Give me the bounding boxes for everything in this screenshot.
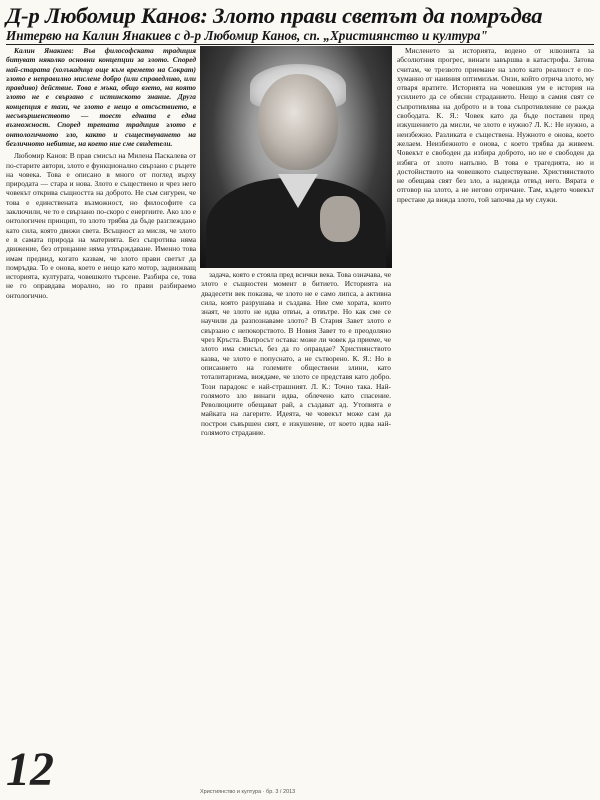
middle-paragraph: задача, която е стояла пред всички века. Това означава, че злото е същностен момент в битието. Историята на двадесети век показва, че злото не е само липса, а активна сила, която разрушава и създава. Ние сме хората, които знаят, че злото не идва отвън, а отвътре. Но как сме се научили да разпознаваме злото? В Стария Завет злото е свързано с непокорството. В Новия Завет то е преодоляно чрез Кръста. Въпросът остава: може ли човек да приеме, че злото има смисъл, без да го оправдае? Християнството казва, че злото е попуснато, а не сътворено. К. Я.: Но в описанието на големите обществени злини, като тоталитаризма, виждаме, че злото се представя като добро. Този парадокс е най-страшният. Л. К.: Точно така. Най-голямото зло винаги идва, облечено като спасение. Революциите обещават рай, а създават ад. Утопията е майката на лагерите. Идеята, че човекът може сам да построи съвършен свят, е изкушение, от което идва най-голямото страдание. bbox=[201, 270, 391, 438]
text-column-left bbox=[6, 46, 196, 746]
question-paragraph: Калин Янакиев: Във философската традиция битуват няколко основни концепции за злото. Според най-старата (холъкадица още към времето на Сократ) злото е неправилно мислене добро (или справедливо, или правдиво) действие. Това е мъка, общо взето, на която злото не е свързано с истинското знание. Друга концепция е тази, че злото е нещо в отсъствието, в несъвършенството — тоест едната е една възможност. Според третата традиция злото е онтологичното зло, както и съществуването на безличното небитие, на което ние сме свидетели. bbox=[6, 46, 196, 148]
page-footer: Християнство и култура · бр. 3 / 2013 bbox=[200, 789, 296, 795]
portrait-photo bbox=[200, 46, 392, 268]
text-column-right bbox=[397, 46, 594, 746]
photo-face bbox=[258, 74, 338, 170]
article-subhead: Интервю на Калин Янакиев с д-р Любомир Канов, сп. „Християнство и култура" bbox=[6, 28, 488, 43]
text-column-middle bbox=[201, 270, 391, 780]
header-rule bbox=[6, 44, 594, 45]
page-number: 12 bbox=[6, 743, 54, 796]
article-headline: Д-р Любомир Канов: Злото прави светът да помръдва bbox=[6, 3, 543, 28]
answer-paragraph: Любомир Канов: В прав смисъл на Милена Паскалева от по-старите автори, злото е функционално свързано с ръцете на човека. Това е описано в много от поглед върху природата — стара и нова. Злото е съществено и чрез него човекът открива същността на доброто. Не съм сигурен, че това е единствената възможност, но философите са заключили, че то е свързано по-скоро с енергиите. Ако зло е онтологичен принцип, то злото трябва да бъде разглеждано като сила, която движи света. Всъщност аз мисля, че злото е в самата природа на материята. Без съпротива няма движение, без отрицание няма утвърждаване. Именно това имам предвид, когато казвам, че злото прави светът да помръдва. То е онова, което е нещо като мотор, задвижващ историята, културата, човешкото търсене. Разбира се, това не го оправдава морално, но го прави разбираемо онтологично. bbox=[6, 151, 196, 300]
right-paragraph: Мисленето за историята, водено от илюзията за абсолютния прогрес, винаги завършва в катастрофа. Затова считам, че трезвото приемане на злото като реалност е по-хуманно от наивния оптимизъм. Онзи, който отрича злото, му отваря вратите. Историята на човешкия ум е история на усилието да се обясни страданието. Нещо в самия свят се съпротивлява на доброто и в това съпротивление се ражда свободата. К. Я.: Човек като да бъде поставен пред изкушението да мисли, че злото е нужно? Л. К.: Не нужно, а неизбежно. Разликата е съществена. Нужното е онова, което желаем. Неизбежното е онова, с което трябва да живеем. Човекът е свободен да избира доброто, но не е свободен да избяга от злото напълно. В това е трагедията, но и достойнството на човешкото съществуване. Християнството не обещава свят без зло, а надежда отвъд него. Вярата е отговор на злото, а не негово отричане. Там, където човекът престане да вижда злото, той започва да му служи. bbox=[397, 46, 594, 204]
photo-hand bbox=[320, 196, 360, 242]
